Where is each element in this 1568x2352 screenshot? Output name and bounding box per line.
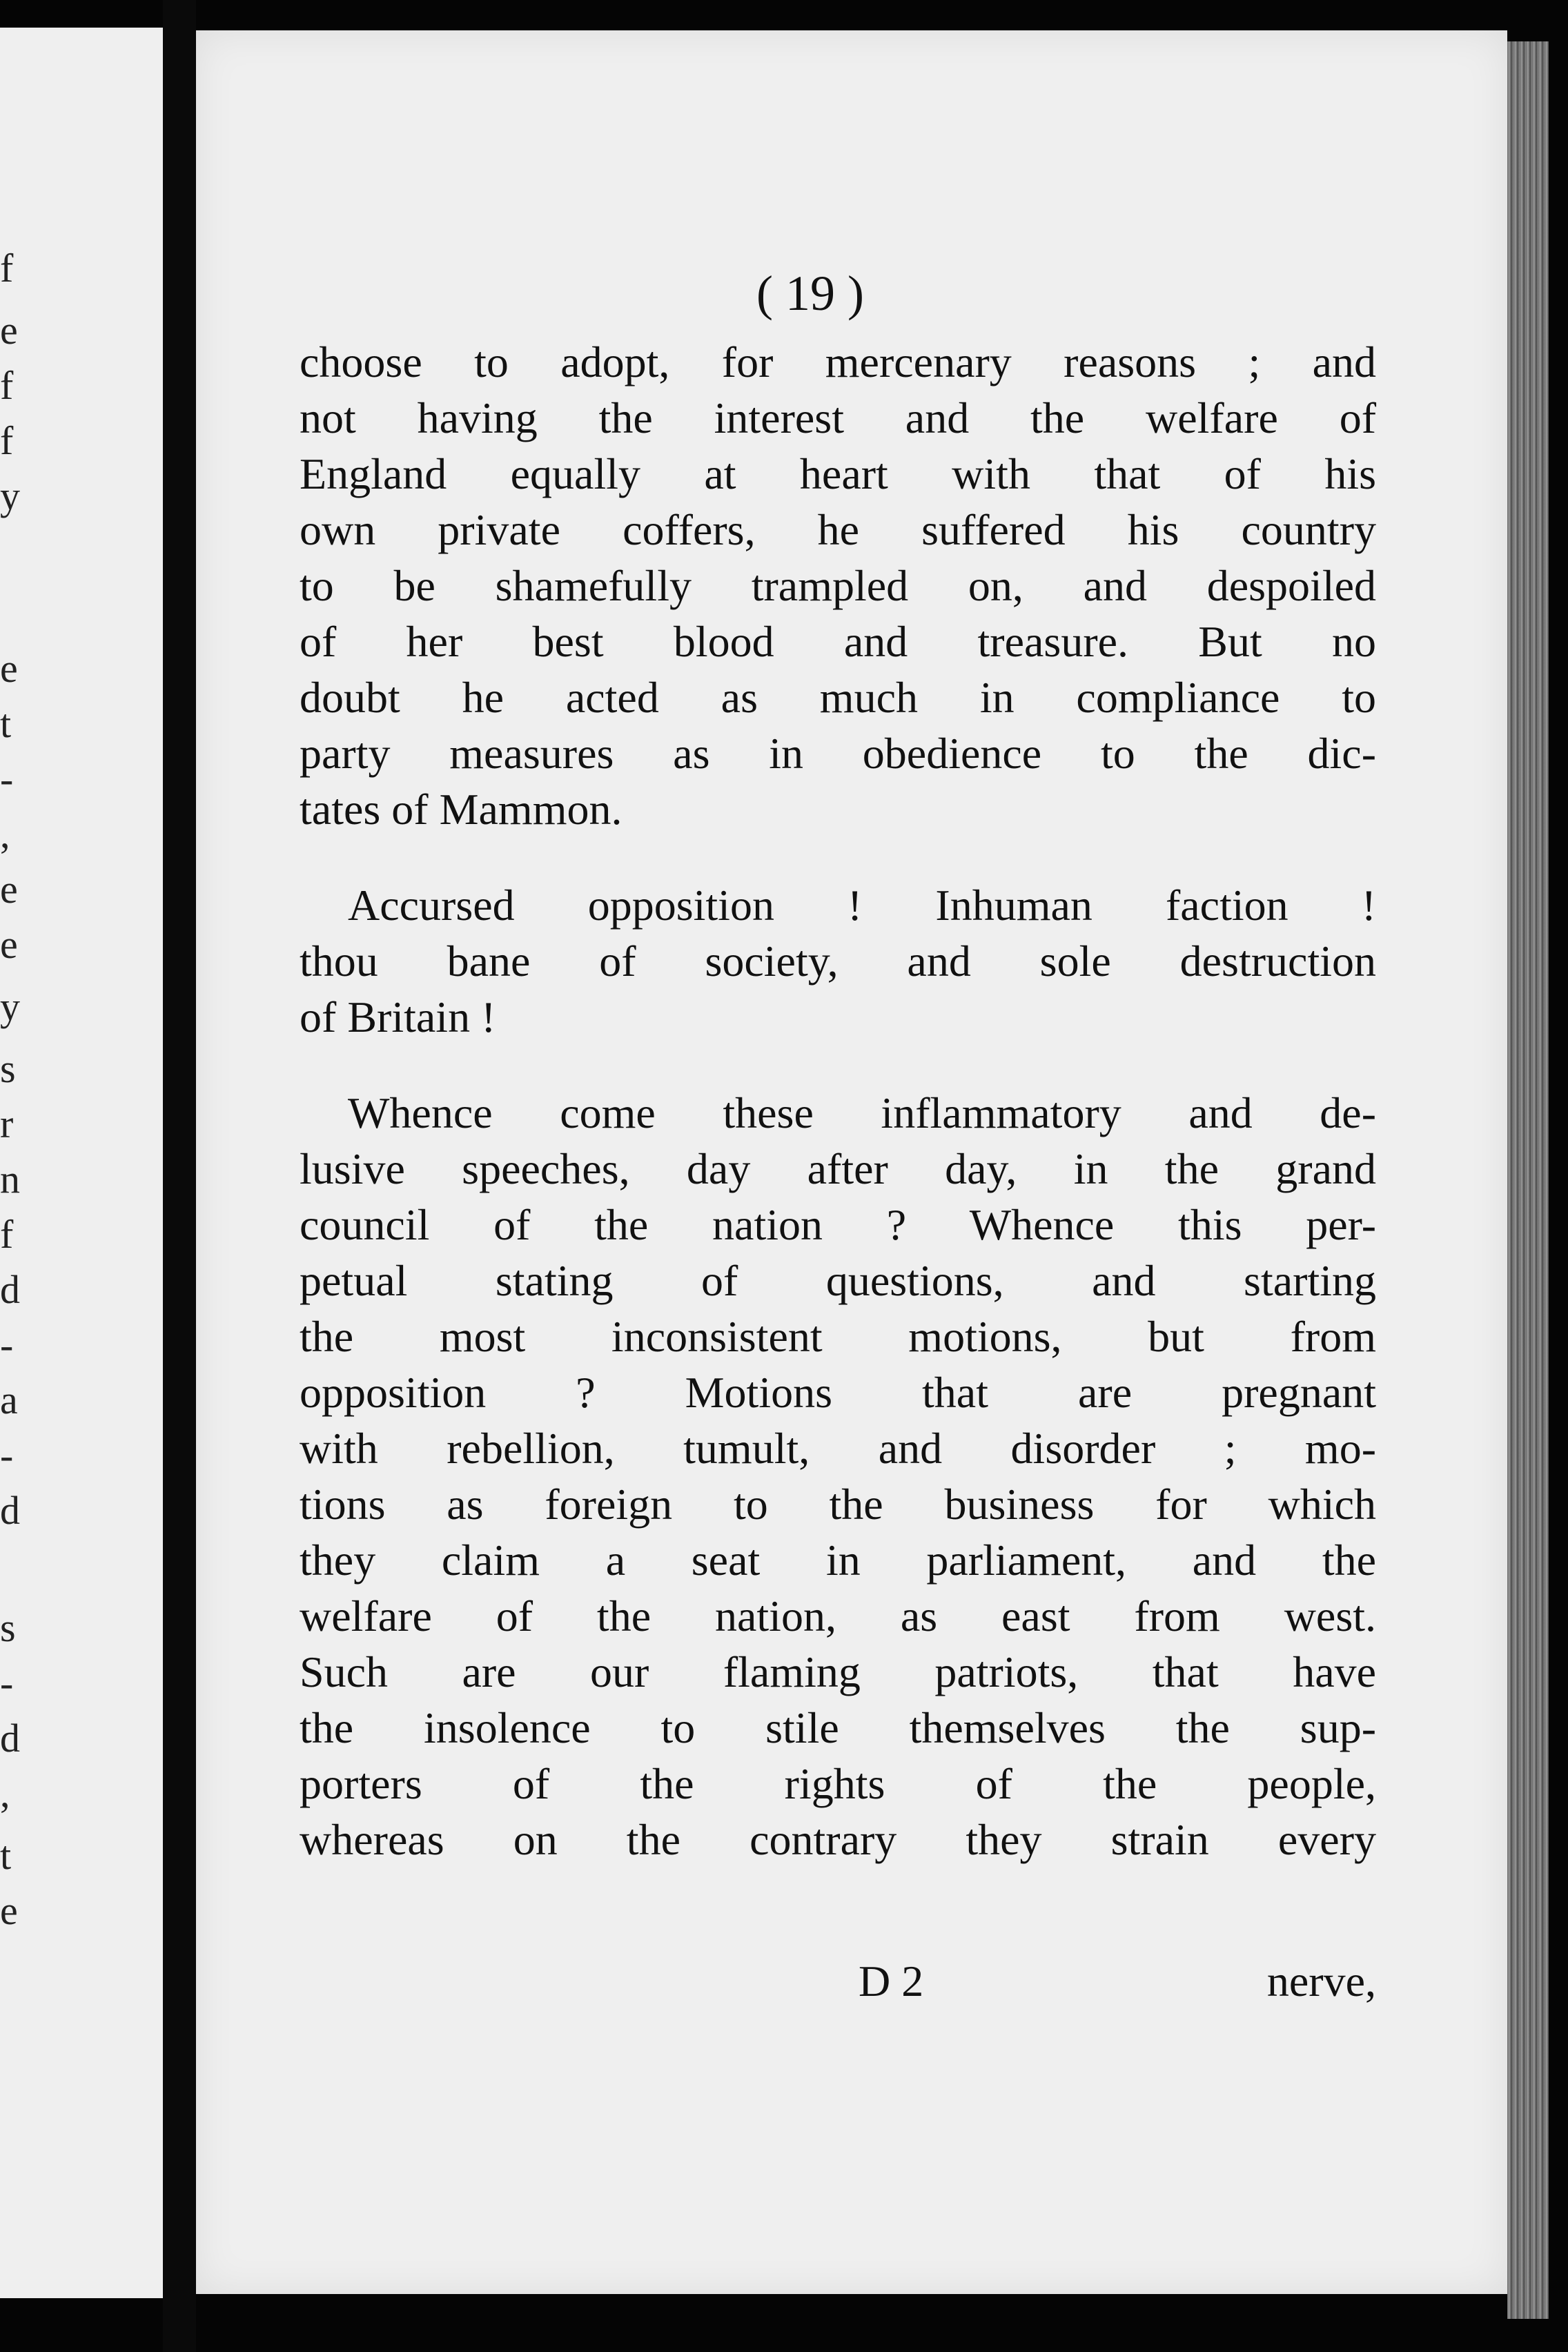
margin-letter: t: [0, 1833, 12, 1878]
margin-letter: ,: [0, 812, 10, 856]
margin-letter: ,: [0, 1771, 10, 1816]
text-line: the insolence to stile themselves the sup-: [300, 1703, 1376, 1752]
margin-letter: d: [0, 1716, 20, 1761]
margin-letter: d: [0, 1267, 20, 1312]
paragraph-gap: [300, 1045, 1376, 1085]
margin-letter: -: [0, 1322, 14, 1367]
book-gutter: [163, 0, 196, 2352]
page-footer: [300, 1956, 1376, 2018]
text-line: of Britain !: [300, 992, 496, 1041]
margin-letter: a: [0, 1378, 18, 1422]
margin-letter: e: [0, 308, 18, 353]
text-line: not having the interest and the welfare of: [300, 393, 1376, 442]
text-line: of her best blood and treasure. But no: [300, 617, 1376, 666]
margin-letter: -: [0, 1660, 14, 1705]
body-text: [300, 334, 1376, 1868]
text-line: to be shamefully trampled on, and despoiled: [300, 561, 1376, 610]
facing-left-page: [0, 28, 163, 2298]
text-line: tions as foreign to the business for which: [300, 1480, 1376, 1529]
margin-letter: d: [0, 1488, 20, 1533]
text-line: England equally at heart with that of his: [300, 449, 1376, 498]
signature-mark: D 2: [859, 1957, 924, 2006]
text-line: welfare of the nation, as east from west.: [300, 1591, 1376, 1640]
text-line: Such are our flaming patriots, that have: [300, 1647, 1376, 1696]
text-line: petual stating of questions, and starting: [300, 1256, 1376, 1305]
text-line: lusive speeches, day after day, in the grand: [300, 1144, 1376, 1193]
margin-letter: t: [0, 701, 12, 746]
margin-letter: r: [0, 1101, 14, 1146]
text-line: they claim a seat in parliament, and the: [300, 1536, 1376, 1585]
margin-letter: -: [0, 756, 14, 801]
page-number: ( 19 ): [756, 266, 864, 321]
paragraph: [300, 1085, 1376, 1868]
margin-letter: f: [0, 418, 14, 463]
right-page: [196, 30, 1507, 2294]
margin-letter: e: [0, 646, 18, 691]
margin-letter: y: [0, 984, 20, 1029]
margin-letter: f: [0, 246, 14, 291]
text-line: council of the nation ? Whence this per-: [300, 1200, 1376, 1249]
text-line: Whence come these inflammatory and de-: [348, 1088, 1376, 1137]
text-line: party measures as in obedience to the dic-: [300, 729, 1376, 778]
text-line: doubt he acted as much in compliance to: [300, 673, 1376, 722]
margin-letter: e: [0, 922, 18, 967]
text-line: porters of the rights of the people,: [300, 1759, 1376, 1808]
paragraph: [300, 334, 1376, 837]
text-line: Accursed opposition ! Inhuman faction !: [348, 881, 1376, 930]
page-block-edge: [1507, 41, 1549, 2319]
catchword: nerve,: [1266, 1957, 1376, 2006]
text-line: with rebellion, tumult, and disorder ; mo-: [300, 1424, 1376, 1473]
margin-letter: s: [0, 1046, 16, 1091]
text-line: thou bane of society, and sole destruction: [300, 937, 1376, 986]
margin-letter: s: [0, 1605, 16, 1650]
text-line: the most inconsistent motions, but from: [300, 1312, 1376, 1361]
left-page-margin-letters: [0, 28, 163, 2298]
margin-letter: e: [0, 1888, 18, 1933]
margin-letter: y: [0, 473, 20, 518]
margin-letter: f: [0, 363, 14, 408]
text-line: whereas on the contrary they strain every: [300, 1815, 1376, 1864]
paragraph-gap: [300, 837, 1376, 877]
text-line: tates of Mammon.: [300, 785, 623, 834]
margin-letter: n: [0, 1157, 20, 1202]
margin-letter: e: [0, 867, 18, 912]
text-line: choose to adopt, for mercenary reasons ; and: [300, 337, 1376, 386]
text-line: opposition ? Motions that are pregnant: [300, 1368, 1376, 1417]
paragraph: [300, 877, 1376, 1045]
margin-letter: -: [0, 1433, 14, 1478]
text-line: own private coffers, he suffered his country: [300, 505, 1376, 554]
margin-letter: f: [0, 1212, 14, 1257]
